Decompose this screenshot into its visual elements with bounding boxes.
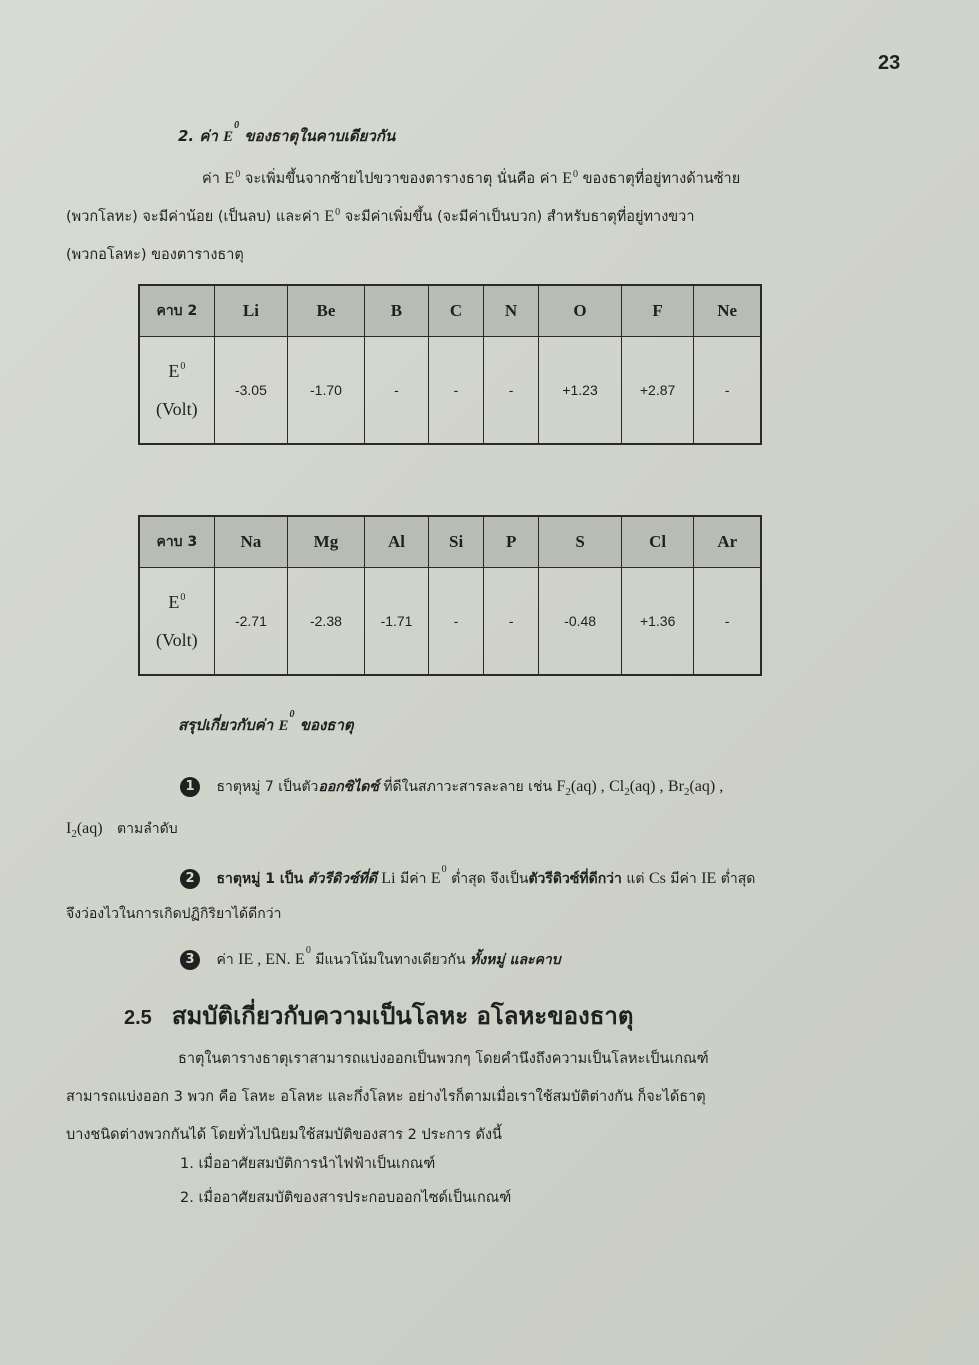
e-superscript: 0 (572, 169, 578, 180)
value-cell: - (694, 568, 761, 676)
value-cell: +1.36 (621, 568, 694, 676)
formula-i2 (66, 820, 103, 841)
header-cell: F (621, 285, 694, 337)
text-fragment: มีแนวโน้มในทางเดียวกัน (315, 952, 466, 968)
bold-text: ตัวรีดิวซ์ที่ดีกว่า (528, 871, 622, 887)
criteria-list-item-2: 2. เมื่ออาศัยสมบัติของสารประกอบออกไซด์เป็นเกณฑ์ (180, 1190, 512, 1206)
value-cell: - (429, 568, 484, 676)
value-cell: - (429, 337, 484, 445)
subsection-heading (178, 120, 396, 148)
section-paragraph (66, 1040, 908, 1154)
formula-subscript: 2 (71, 828, 77, 841)
e-letter: E (168, 361, 180, 381)
text-fragment: ต่ำสุด จึงเป็น (451, 871, 529, 887)
unit-label: (Volt) (155, 399, 198, 419)
e-superscript: 0 (180, 592, 186, 603)
element-symbol: Cs (648, 870, 666, 887)
heading-prefix: 2. ค่า (178, 127, 218, 145)
bullet-item-1 (180, 776, 723, 798)
table-value-row (139, 568, 761, 676)
value-cell: - (483, 337, 539, 445)
paragraph-line-2 (66, 198, 908, 236)
page-number: 23 (878, 52, 901, 74)
emphasis-text: ทั้งหมู่ และคาบ (470, 952, 561, 968)
text-fragment: ค่า (202, 171, 220, 187)
value-cell: - (483, 568, 539, 676)
paragraph-line-1: ธาตุในตารางธาตุเราสามารถแบ่งออกเป็นพวกๆ โดยคำนึงถึงความเป็นโลหะเป็นเกณฑ์ (178, 1051, 709, 1067)
element-symbol: Li (381, 870, 396, 887)
text-fragment: (พวกโลหะ) จะมีค่าน้อย (เป็นลบ) และค่า (66, 209, 320, 225)
table-header-row (139, 285, 761, 337)
summary-heading (178, 709, 354, 737)
text-fragment: ที่ดีในสภาวะสารละลาย เช่น (383, 779, 553, 795)
e-letter: E (224, 170, 235, 187)
e-symbol (140, 583, 214, 621)
bullet-item-3 (180, 945, 561, 971)
header-cell: Al (364, 516, 429, 568)
text-fragment: มีค่า (670, 871, 697, 887)
criteria-list-item-1: 1. เมื่ออาศัยสมบัติการนำไฟฟ้าเป็นเกณฑ์ (180, 1156, 436, 1172)
bold-text: ธาตุหมู่ 1 เป็น (216, 871, 304, 887)
value-cell: -1.71 (364, 568, 429, 676)
text-fragment: ต่ำสุด (720, 871, 756, 887)
header-cell: P (483, 516, 539, 568)
e-letter: E (295, 951, 305, 968)
bullet-marker: 1 (180, 777, 200, 797)
paragraph-line-2: สามารถแบ่งออก 3 พวก คือ โลหะ อโลหะ และกึ่งโลหะ อย่างไรก็ตามเมื่อเราใช้สมบัติต่างกัน ก็จะได้ธาตุ (66, 1089, 706, 1105)
header-cell: O (539, 285, 622, 337)
header-cell: B (364, 285, 428, 337)
bullet-marker: 3 (180, 950, 200, 970)
header-cell: S (539, 516, 621, 568)
e-superscript: 0 (234, 120, 240, 131)
e-symbol (562, 170, 578, 187)
text-fragment: ธาตุหมู่ 7 เป็นตัว (216, 779, 319, 795)
bullet-item-2-continued: จึงว่องไวในการเกิดปฏิกิริยาได้ดีกว่า (66, 906, 282, 922)
e-symbol (430, 864, 447, 887)
e-superscript: 0 (180, 361, 186, 372)
unit-label: (Volt) (155, 630, 198, 650)
header-cell: Ar (694, 516, 761, 568)
paragraph-line-1 (66, 160, 908, 198)
formula-subscript: 2 (565, 786, 571, 799)
formula-state: (aq) , (570, 778, 605, 795)
text-fragment: จะมีค่าเพิ่มขึ้น (จะมีค่าเป็นบวก) สำหรับธาตุที่อยู่ทางขวา (344, 209, 695, 225)
formula-br2 (667, 778, 724, 799)
e-superscript: 0 (335, 207, 341, 218)
section-number: 2.5 (124, 1007, 152, 1029)
header-cell: Cl (621, 516, 694, 568)
heading-suffix: ของธาตุในคาบเดียวกัน (244, 127, 396, 145)
section-title: สมบัติเกี่ยวกับความเป็นโลหะ อโลหะของธาตุ (171, 1002, 634, 1030)
text-fragment: ของธาตุที่อยู่ทางด้านซ้าย (582, 171, 741, 187)
header-cell: Li (214, 285, 288, 337)
e-letter: E (223, 129, 234, 145)
value-cell: +1.23 (539, 337, 622, 445)
e-superscript: 0 (235, 169, 241, 180)
value-cell: +2.87 (621, 337, 694, 445)
header-cell: Na (214, 516, 288, 568)
header-cell: Mg (288, 516, 365, 568)
row-label-cell (139, 568, 214, 676)
text-fragment: ของธาตุ (299, 716, 354, 734)
formula-state: (aq) (76, 820, 103, 837)
text-fragment: จะเพิ่มขึ้นจากซ้ายไปขวาของตารางธาตุ นั่นคือ ค่า (244, 171, 558, 187)
e-symbol (224, 170, 240, 187)
e-symbol (324, 208, 340, 225)
e-letter: E (168, 592, 180, 612)
section-heading (124, 996, 633, 1035)
value-cell: -2.71 (214, 568, 288, 676)
e-symbol (278, 709, 295, 734)
intro-paragraph (66, 160, 908, 274)
text-fragment: สรุปเกี่ยวกับค่า (178, 716, 274, 734)
e-superscript: 0 (441, 864, 447, 875)
bullet-item-1-continued (66, 818, 178, 840)
value-cell: - (364, 337, 428, 445)
header-cell: Ne (694, 285, 761, 337)
ie-label: IE (701, 870, 717, 887)
e-symbol (295, 945, 311, 968)
formula-symbol: Cl (609, 778, 625, 795)
e-letter: E (324, 208, 335, 225)
formula-symbol: Br (667, 778, 684, 795)
e-letter: E (430, 870, 441, 887)
table-header-row (139, 516, 761, 568)
formula-f2 (556, 778, 605, 799)
value-cell: -1.70 (288, 337, 365, 445)
formula-cl2 (609, 778, 664, 799)
header-cell: N (483, 285, 539, 337)
formula-symbol: I (66, 820, 72, 837)
e-letter: E (278, 718, 289, 734)
value-cell: - (694, 337, 761, 445)
e-superscript: 0 (305, 945, 311, 956)
text-fragment: แต่ (626, 871, 645, 887)
bullet-item-2 (180, 864, 756, 890)
header-cell: Si (429, 516, 484, 568)
value-cell: -3.05 (214, 337, 288, 445)
value-cell: -2.38 (288, 568, 365, 676)
formula-state: (aq) , (629, 778, 664, 795)
header-cell: Be (288, 285, 365, 337)
text-fragment: มีค่า (399, 871, 427, 887)
emphasis-text: ตัวรีดิวซ์ที่ดี (307, 871, 377, 887)
formula-subscript: 2 (624, 786, 630, 799)
e-superscript: 0 (289, 709, 295, 720)
formula-symbol: F (556, 778, 566, 795)
ie-en-label: IE , EN. (238, 951, 291, 968)
emphasis-text: ออกซิไดซ์ (318, 779, 379, 795)
text-fragment: ตามลำดับ (117, 821, 178, 837)
paragraph-line-3: (พวกอโลหะ) ของตารางธาตุ (66, 247, 244, 263)
header-cell: คาบ 2 (139, 285, 214, 337)
e-letter: E (562, 170, 572, 187)
paragraph-line-3: บางชนิดต่างพวกกันได้ โดยทั่วไปนิยมใช้สมบัติของสาร 2 ประการ ดังนี้ (66, 1127, 502, 1143)
header-cell: C (429, 285, 484, 337)
heading-e-symbol (223, 120, 240, 145)
formula-state: (aq) , (689, 778, 724, 795)
bullet-marker: 2 (180, 869, 200, 889)
value-cell: -0.48 (539, 568, 621, 676)
header-cell: คาบ 3 (139, 516, 214, 568)
table-period-2 (138, 284, 762, 445)
e-symbol (140, 352, 214, 390)
table-value-row (139, 337, 761, 445)
table-period-3 (138, 515, 762, 676)
formula-subscript: 2 (683, 786, 690, 799)
text-fragment: ค่า (216, 952, 234, 968)
row-label-cell (139, 337, 214, 445)
